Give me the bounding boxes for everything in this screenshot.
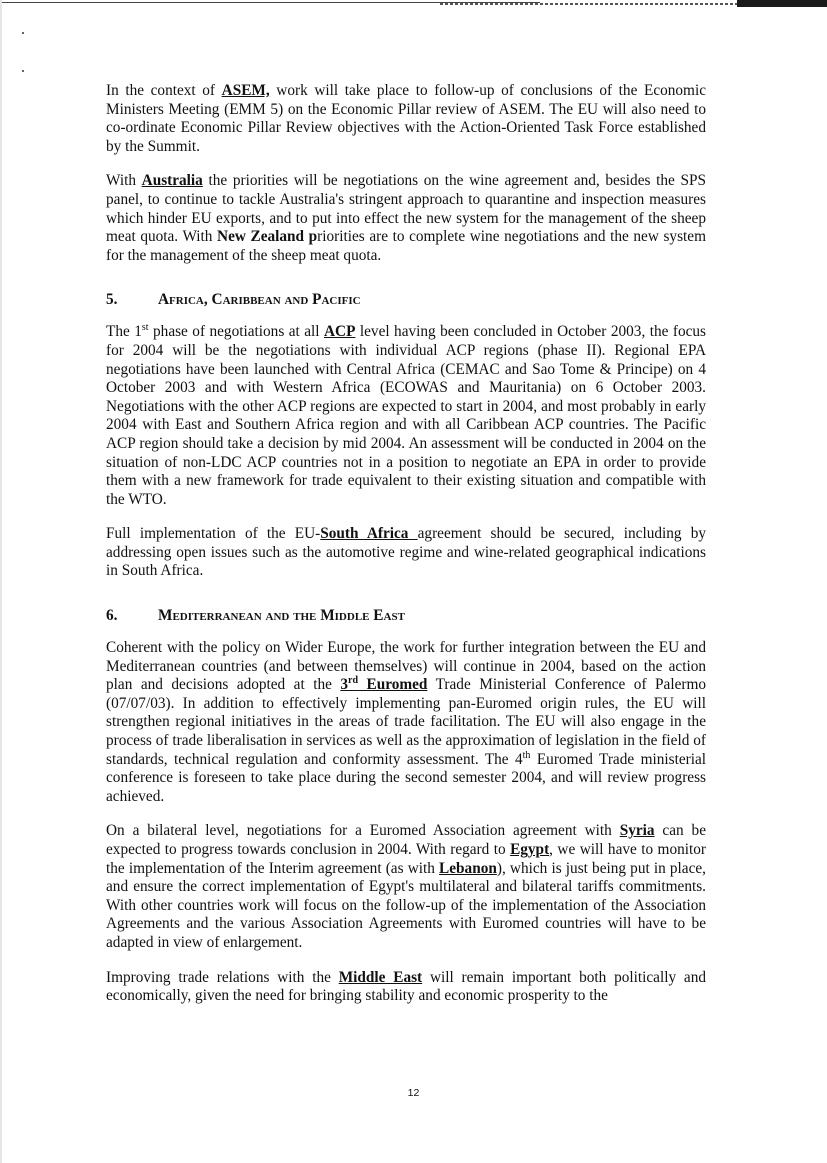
document-page: [106, 82, 706, 1006]
paragraph-australia: With Australia the priorities will be negotiations on the wine agreement and, besides the SPS panel, to continue to tackle Australia's stringent approach to quarantine and inspection measures which hinder EU exports, and to put into effect the new system for the management of the sheep meat quota. With New Zealand priorities are to complete wine negotiations and the new system for the management of the sheep meat quota.: [106, 172, 706, 264]
paragraph-bilateral: On a bilateral level, negotiations for a Euromed Association agreement with Syria can be expected to progress towards conclusion in 2004. With regard to Egypt, we will have to monitor the implementation of the Interim agreement (as with Lebanon), which is just being put in place, and ensure the correct implementation of Egypt's multilateral and bilateral tariffs commitments. With other countries work will focus on the follow-up of the implementation of the Association Agreements and the various Association Agreements with Euromed countries will have to be adapted in view of enlargement.: [106, 822, 706, 951]
section-heading-5: 5. Africa, Caribbean and Pacific: [106, 291, 361, 309]
link-egypt[interactable]: Egypt: [510, 841, 550, 858]
scan-speck: [22, 32, 24, 34]
section-heading-6: 6. Mediterranean and the Middle East: [106, 607, 405, 625]
paragraph-middle-east: Improving trade relations with the Middle East will remain important both politically and economically, given the need for bringing stability and economic prosperity to the: [106, 968, 707, 1005]
link-acp[interactable]: ACP: [323, 323, 356, 341]
paragraph-asem: In the context of ASEM, work will take place to follow-up of conclusions of the Economic Ministers Meeting (EMM 5) on the Economic Pillar review of ASEM. The EU will also need to co-ordinate Economic Pillar Review objectives with the Action-Oriented Task Force established by the Summit.: [106, 82, 706, 155]
paragraph-euromed: Coherent with the policy on Wider Europe, the work for further integration between the EU and Mediterranean countries (and between themselves) will continue in 2004, based on the action plan and decisions adopted at the 3rd Euromed Trade Ministerial Conference of Palermo (07/07/03). In addition to effectively implementing pan-Euromed origin rules, the EU will strengthen regional initiatives in the areas of trade facilitation. The EU will also engage in the process of trade liberalisation in services as well as the approximation of legislation in the field of standards, technical regulation and conformity assessment. The 4th Euromed Trade ministerial conference is foreseen to take place during the second semester 2004, and will review progress achieved.: [106, 639, 706, 805]
link-middle-east[interactable]: Middle East: [338, 968, 423, 986]
paragraph-acp: The 1st phase of negotiations at all ACP level having been concluded in October 2003, the focus for 2004 will be the negotiations with individual ACP regions (phase II). Regional EPA negotiations have been launched with Central Africa (CEMAC and Sao Tome & Principe) on 4 October 2003 and with Western Africa (ECOWAS and Mauritania) on 6 October 2003. Negotiations with the other ACP regions are expected to start in 2004, and most probably in early 2004 with East and Southern Africa region and with all Caribbean ACP countries. The Pacific ACP region should take a decision by mid 2004. An assessment will be conducted in 2004 on the situation of non-LDC ACP countries not in a position to negotiate an EPA in order to provide them with a new framework for trade equivalent to their existing situation and compatible with the WTO.: [106, 322, 707, 508]
paragraph-south-africa: Full implementation of the EU-South Africa agreement should be secured, including by addressing open issues such as the automotive regime and wine-related geographical indications in South Africa.: [106, 525, 706, 580]
scan-left-edge: [0, 0, 2, 1163]
bold-new-zealand: New Zealand: [217, 228, 305, 246]
link-south-africa[interactable]: South Africa: [320, 525, 418, 543]
link-syria[interactable]: Syria: [619, 822, 655, 840]
scan-top-border: [0, 0, 827, 9]
link-lebanon[interactable]: Lebanon: [439, 859, 497, 877]
link-euromed[interactable]: 3rd Euromed: [340, 675, 428, 694]
scan-speck: [22, 70, 24, 72]
page-number: 12: [407, 1087, 420, 1099]
link-australia[interactable]: Australia: [141, 172, 203, 190]
link-asem[interactable]: ASEM,: [221, 82, 270, 99]
